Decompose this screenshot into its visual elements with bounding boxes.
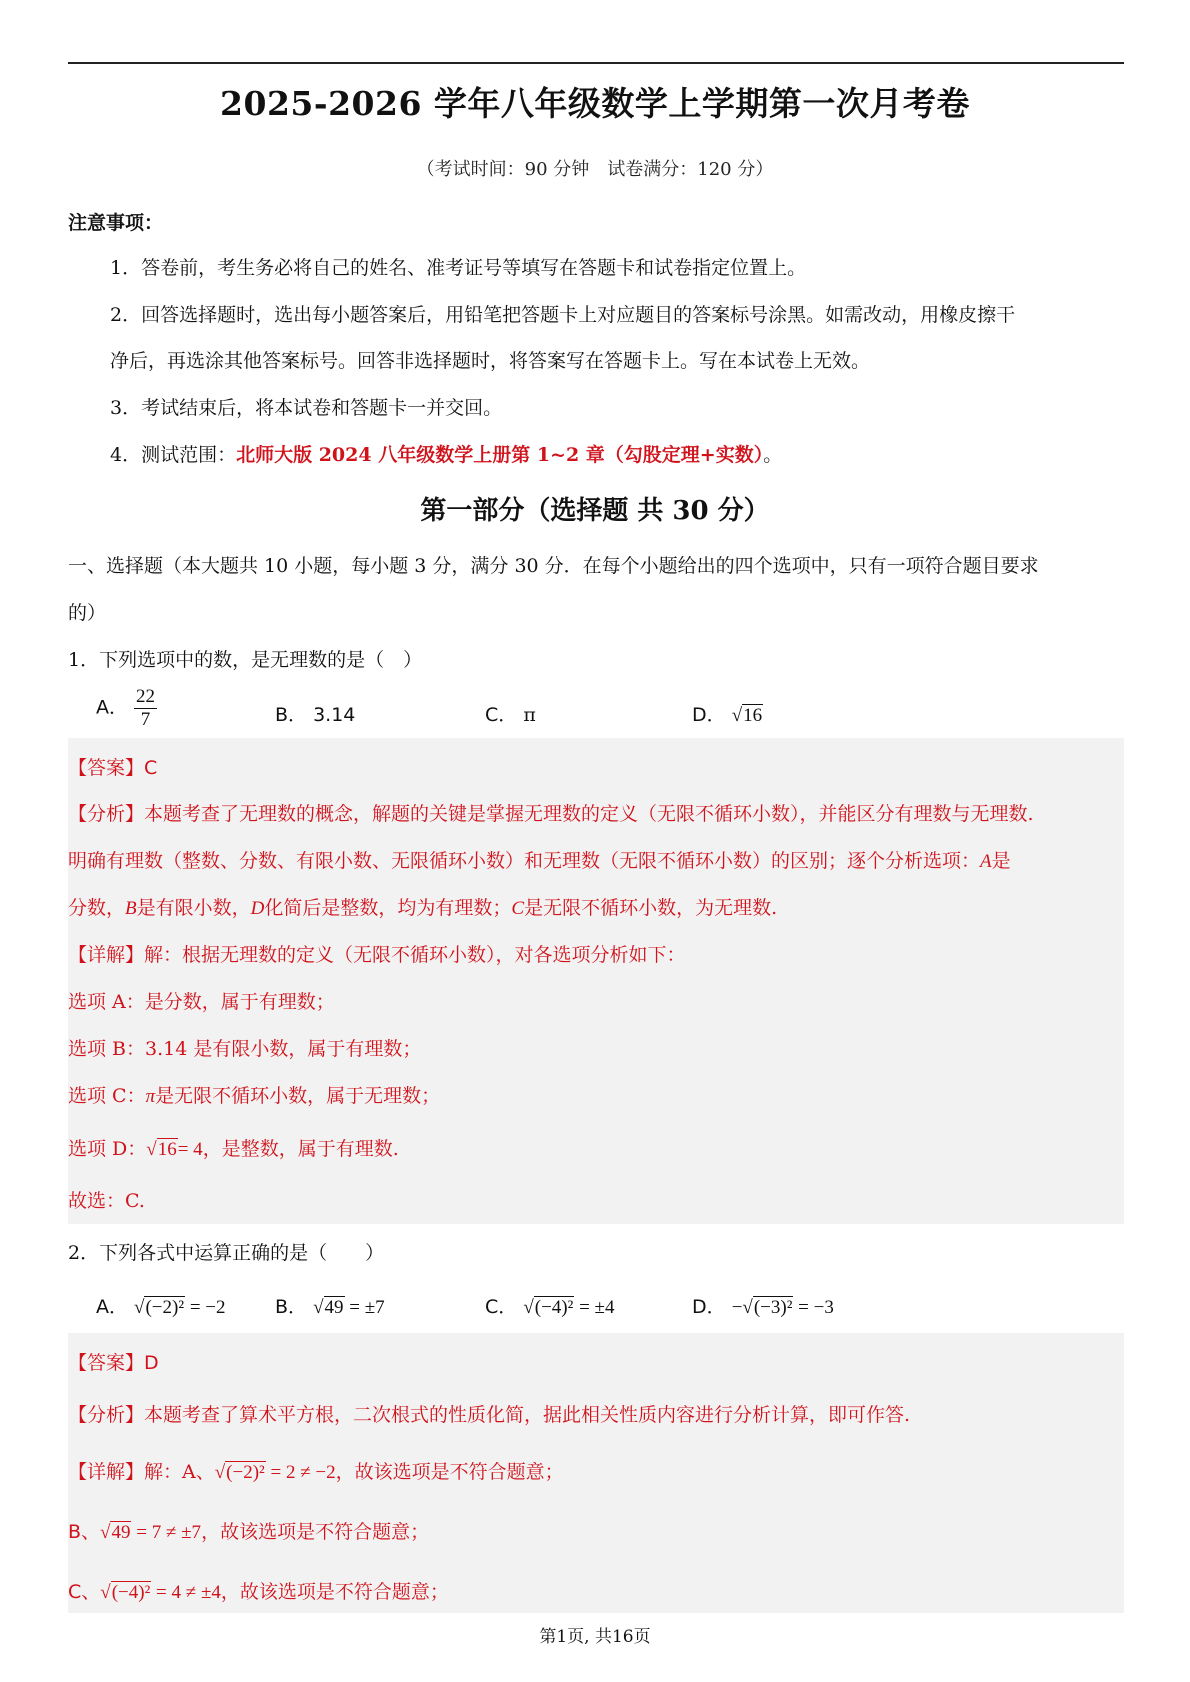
- q2-detail-b-rhs: = 7 ≠ ±7: [131, 1522, 202, 1543]
- q2-detail-a-radicand: (−2)²: [226, 1462, 265, 1483]
- q2-detail-c: [68, 1577, 449, 1604]
- q1-option-a-numerator: 22: [136, 686, 156, 707]
- q1-option-a-denominator: 7: [140, 709, 151, 730]
- q2-analysis: 【分析】本题考查了算术平方根，二次根式的性质化简，据此相关性质内容进行分析计算，即可作答.: [68, 1404, 911, 1426]
- part1-instruction-b: 的）: [68, 602, 107, 624]
- q2-option-c-radicand: (−4)²: [534, 1297, 574, 1318]
- q2-option-b-rhs: = ±7: [344, 1297, 385, 1318]
- q2-stem: 2．下列各式中运算正确的是（ ）: [68, 1242, 385, 1264]
- q1-option-c: [485, 700, 536, 727]
- q2-detail-a: [68, 1457, 564, 1484]
- q1-detail-d-radicand: 16: [157, 1139, 177, 1160]
- q2-option-c-sqrt: √(−4)²: [523, 1297, 574, 1318]
- notice-item-4-suffix: 。: [763, 444, 783, 466]
- q2-detail-c-radicand: (−4)²: [111, 1582, 151, 1603]
- section-title: 第一部分（选择题 共 30 分）: [420, 496, 770, 526]
- q2-option-c: [485, 1292, 615, 1319]
- q1-option-a-fraction: [134, 686, 157, 731]
- q1-detail-d-eq: = 4: [177, 1139, 203, 1160]
- q1-answer-box: [68, 738, 1124, 1224]
- q1-option-d-sqrt: √16: [731, 705, 763, 726]
- q1-analysis-3a: 分数，: [68, 897, 126, 919]
- q2-option-a-rhs: = −2: [185, 1297, 226, 1318]
- exam-subtitle: （考试时间：90 分钟 试卷满分：120 分）: [416, 159, 774, 180]
- q1-var-d: D: [250, 898, 265, 919]
- q1-detail-c: [68, 1081, 440, 1108]
- q1-var-a: A: [980, 851, 992, 872]
- q2-option-a-label: A．: [96, 1296, 128, 1318]
- q1-option-a: [96, 686, 157, 731]
- q2-option-d-label: D．: [692, 1296, 726, 1318]
- q2-detail-b-text: ，故该选项是不符合题意；: [201, 1521, 430, 1543]
- q1-detail-d: [68, 1134, 399, 1161]
- q1-detail-d-text: ，是整数，属于有理数.: [202, 1138, 399, 1160]
- q2-detail-label: 【详解】解：A、: [68, 1461, 215, 1483]
- q2-option-b-sqrt: √49: [313, 1297, 344, 1318]
- q2-detail-a-text: ，故该选项是不符合题意；: [335, 1461, 564, 1483]
- q2-option-a-radicand: (−2)²: [145, 1297, 185, 1318]
- q1-detail-c-pi: π: [145, 1086, 156, 1107]
- q2-detail-c-label: C、: [68, 1581, 101, 1603]
- q2-option-d-rhs: = −3: [793, 1297, 834, 1318]
- q1-detail-c-label: 选项 C：: [68, 1085, 146, 1107]
- q1-analysis-3: [68, 893, 777, 920]
- q1-option-d: [692, 700, 763, 727]
- page-footer: 第1页, 共16页: [539, 1627, 651, 1647]
- q2-detail-b-sqrt: √49: [100, 1522, 131, 1543]
- q2-answer: 【答案】D: [68, 1352, 159, 1374]
- notice-item-1: 1．答卷前，考生务必将自己的姓名、准考证号等填写在答题卡和试卷指定位置上。: [110, 257, 807, 279]
- q1-detail: 【详解】解：根据无理数的定义（无限不循环小数），对各选项分析如下：: [68, 944, 686, 966]
- q1-analysis-3d: 是无限不循环小数，为无理数.: [524, 897, 778, 919]
- q2-detail-a-sqrt: √(−2)²: [214, 1462, 265, 1483]
- part1-instruction-a: 一、选择题（本大题共 10 小题，每小题 3 分，满分 30 分．在每个小题给出的四个选项中，只有一项符合题目要求: [68, 555, 1039, 577]
- q2-detail-b-label: B、: [68, 1521, 101, 1543]
- q2-detail-b: [68, 1517, 429, 1544]
- q1-option-d-label: D．: [692, 704, 726, 726]
- q2-answer-box: [68, 1333, 1124, 1613]
- q1-option-a-label: A．: [96, 696, 128, 719]
- q2-option-c-rhs: = ±4: [574, 1297, 615, 1318]
- q1-answer: 【答案】C: [68, 757, 158, 779]
- test-scope: 北师大版 2024 八年级数学上册第 1~2 章（勾股定理+实数）: [236, 444, 764, 466]
- q1-option-c-value: π: [523, 704, 536, 726]
- notice-item-3: 3．考试结束后，将本试卷和答题卡一并交回。: [110, 397, 503, 419]
- q1-option-d-radicand: 16: [743, 705, 763, 726]
- notice-item-2a: 2．回答选择题时，选出每小题答案后，用铅笔把答题卡上对应题目的答案标号涂黑。如需改动，用橡皮擦干: [110, 304, 1016, 326]
- q2-option-a: [96, 1292, 226, 1319]
- notice-item-2b: 净后，再选涂其他答案标号。回答非选择题时，将答案写在答题卡上。写在本试卷上无效。: [110, 350, 871, 372]
- q2-detail-b-radicand: 49: [111, 1522, 131, 1543]
- q2-option-d: [692, 1292, 834, 1319]
- q1-analysis-2-text: 明确有理数（整数、分数、有限小数、无限循环小数）和无理数（无限不循环小数）的区别；逐个分析选项：: [68, 850, 981, 872]
- q1-detail-d-sqrt: √16: [146, 1139, 177, 1160]
- q2-option-d-prefix: −: [731, 1297, 743, 1318]
- q2-option-d-sqrt: √(−3)²: [742, 1297, 793, 1318]
- notice-item-4: [110, 440, 782, 467]
- q1-conclusion: 故选：C.: [68, 1190, 145, 1212]
- q2-option-d-radicand: (−3)²: [753, 1297, 793, 1318]
- q1-detail-c-text: 是无限不循环小数，属于无理数；: [155, 1085, 441, 1107]
- q1-detail-d-label: 选项 D：: [68, 1138, 147, 1160]
- q1-detail-b: 选项 B：3.14 是有限小数，属于有理数；: [68, 1038, 422, 1060]
- q2-detail-c-text: ，故该选项是不符合题意；: [220, 1581, 449, 1603]
- q1-analysis-1: 【分析】本题考查了无理数的概念，解题的关键是掌握无理数的定义（无限不循环小数），并能区分有理数与无理数.: [68, 803, 1034, 825]
- q1-analysis-2-tail: 是: [991, 850, 1011, 872]
- q1-stem: 1．下列选项中的数，是无理数的是（ ）: [68, 649, 423, 671]
- q2-option-c-label: C．: [485, 1296, 518, 1318]
- q1-option-b: B． 3.14: [275, 704, 356, 726]
- q1-var-c: C: [511, 898, 525, 919]
- notice-item-4-prefix: 4．测试范围：: [110, 444, 237, 466]
- q1-detail-a: 选项 A：是分数，属于有理数；: [68, 991, 335, 1013]
- notice-heading: 注意事项：: [68, 212, 164, 234]
- page-title: 2025-2026 学年八年级数学上学期第一次月考卷: [220, 84, 970, 123]
- q2-detail-c-rhs: = 4 ≠ ±4: [151, 1582, 221, 1603]
- q1-option-c-label: C．: [485, 704, 518, 726]
- q1-analysis-2: [68, 846, 1011, 873]
- q2-option-b-radicand: 49: [324, 1297, 344, 1318]
- q1-analysis-3b: 是有限小数，: [136, 897, 251, 919]
- q2-option-a-sqrt: √(−2)²: [134, 1297, 185, 1318]
- q1-analysis-3c: 化简后是整数，均为有理数；: [264, 897, 512, 919]
- q2-option-b-label: B．: [275, 1296, 308, 1318]
- top-rule: [68, 62, 1124, 64]
- q2-option-b: [275, 1292, 385, 1319]
- q1-var-b: B: [125, 898, 137, 919]
- q2-detail-a-rhs: = 2 ≠ −2: [265, 1462, 336, 1483]
- q2-detail-c-sqrt: √(−4)²: [100, 1582, 151, 1603]
